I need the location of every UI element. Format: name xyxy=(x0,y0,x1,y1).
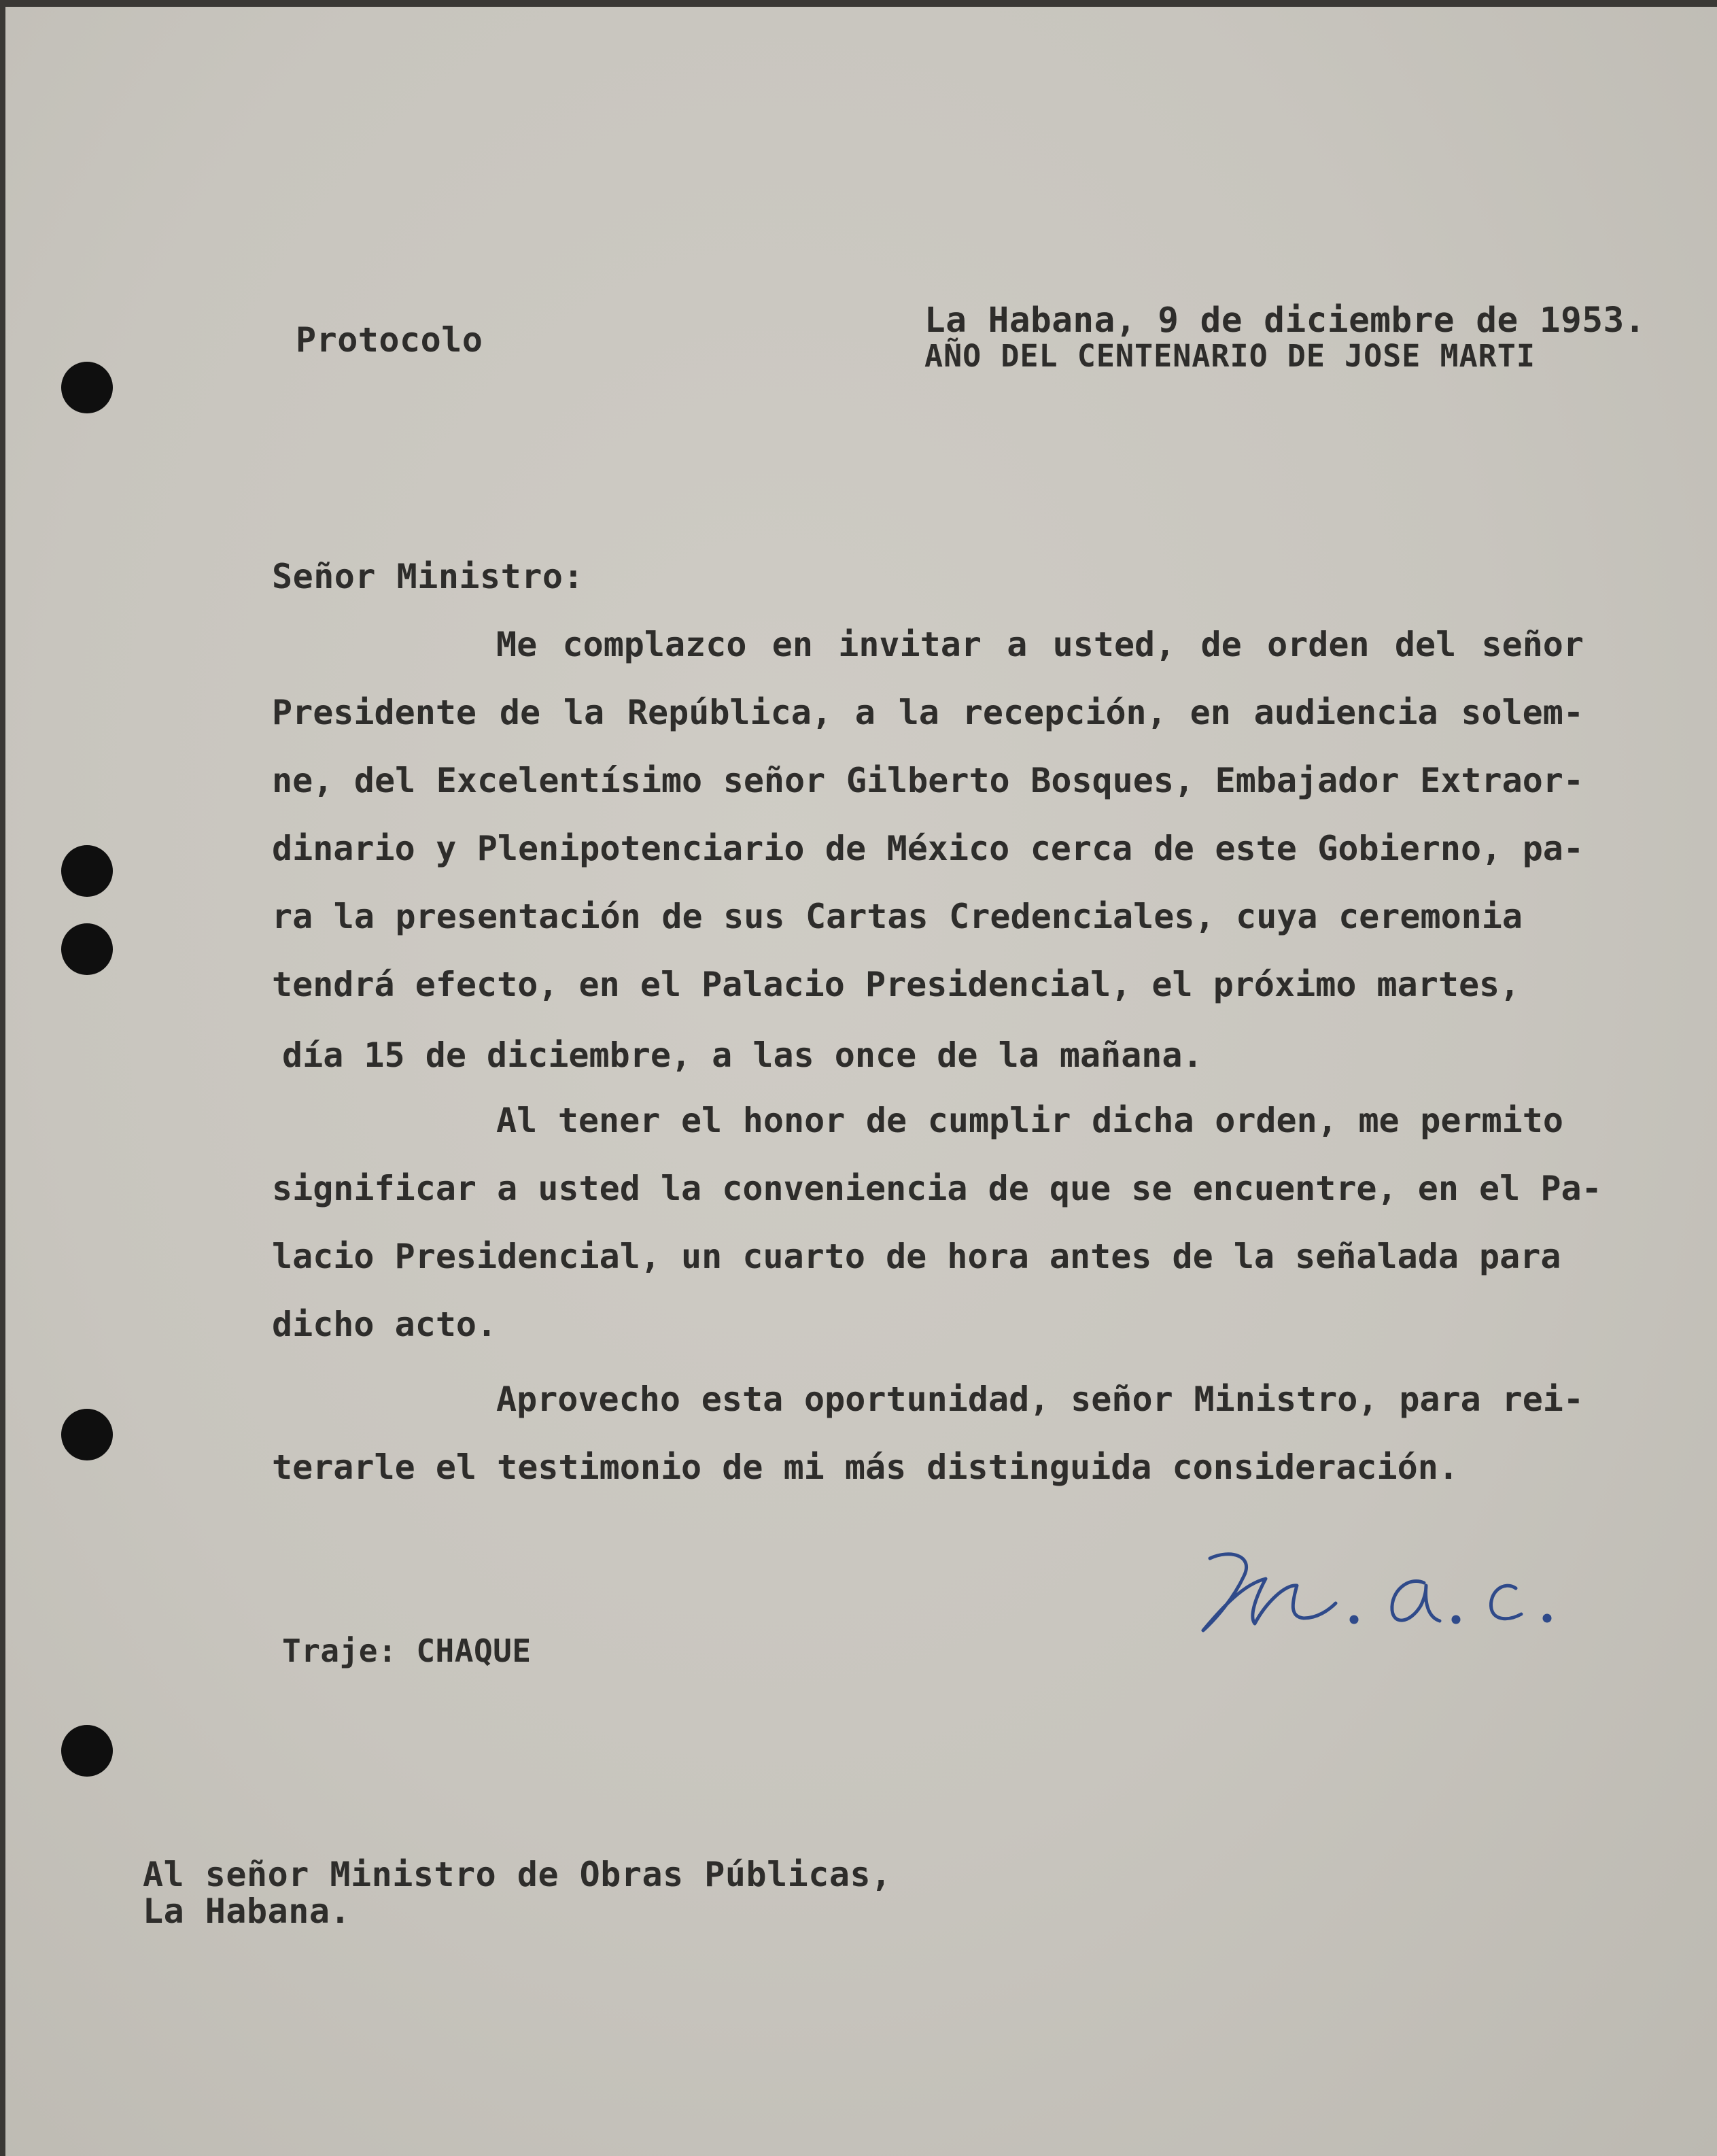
body-line: día 15 de diciembre, a las once de la mañana. xyxy=(282,1036,1203,1075)
recipient-line-2: La Habana. xyxy=(143,1892,351,1931)
body-line: Presidente de la República, a la recepción, en audiencia solem- xyxy=(272,693,1584,732)
body-line: ne, del Excelentísimo señor Gilberto Bosques, Embajador Extraor- xyxy=(272,761,1584,800)
handwritten-signature xyxy=(1190,1543,1577,1645)
body-line: terarle el testimonio de mi más distinguida consideración. xyxy=(272,1448,1459,1487)
punch-hole xyxy=(61,1725,113,1777)
punch-hole xyxy=(61,1409,113,1460)
body-line: tendrá efecto, en el Palacio Presidencial, el próximo martes, xyxy=(272,965,1521,1004)
body-line: dinario y Plenipotenciario de México cerca de este Gobierno, pa- xyxy=(272,829,1584,868)
dress-code: Traje: CHAQUE xyxy=(282,1632,532,1669)
punch-hole xyxy=(61,923,113,975)
punch-hole xyxy=(61,362,113,413)
body-line: Aprovecho esta oportunidad, señor Ministro, para rei- xyxy=(496,1380,1584,1419)
date-line: La Habana, 9 de diciembre de 1953. xyxy=(924,301,1646,341)
body-line: Al tener el honor de cumplir dicha orden, me permito xyxy=(496,1101,1563,1140)
scan-edge-left xyxy=(0,0,5,2156)
punch-hole xyxy=(61,845,113,897)
scan-edge-top xyxy=(0,0,1717,7)
recipient-line-1: Al señor Ministro de Obras Públicas, xyxy=(143,1855,892,1894)
salutation: Señor Ministro: xyxy=(272,557,585,596)
body-line: significar a usted la conveniencia de que se encuentre, en el Pa- xyxy=(272,1169,1602,1208)
body-line: lacio Presidencial, un cuarto de hora antes de la señalada para xyxy=(272,1237,1561,1276)
body-line: ra la presentación de sus Cartas Credenciales, cuya ceremonia xyxy=(272,897,1523,936)
body-line: Me complazco en invitar a usted, de orden del señor xyxy=(496,625,1584,664)
year-motto: AÑO DEL CENTENARIO DE JOSE MARTI xyxy=(924,338,1536,374)
department-label: Protocolo xyxy=(296,320,483,360)
body-line: dicho acto. xyxy=(272,1305,498,1344)
